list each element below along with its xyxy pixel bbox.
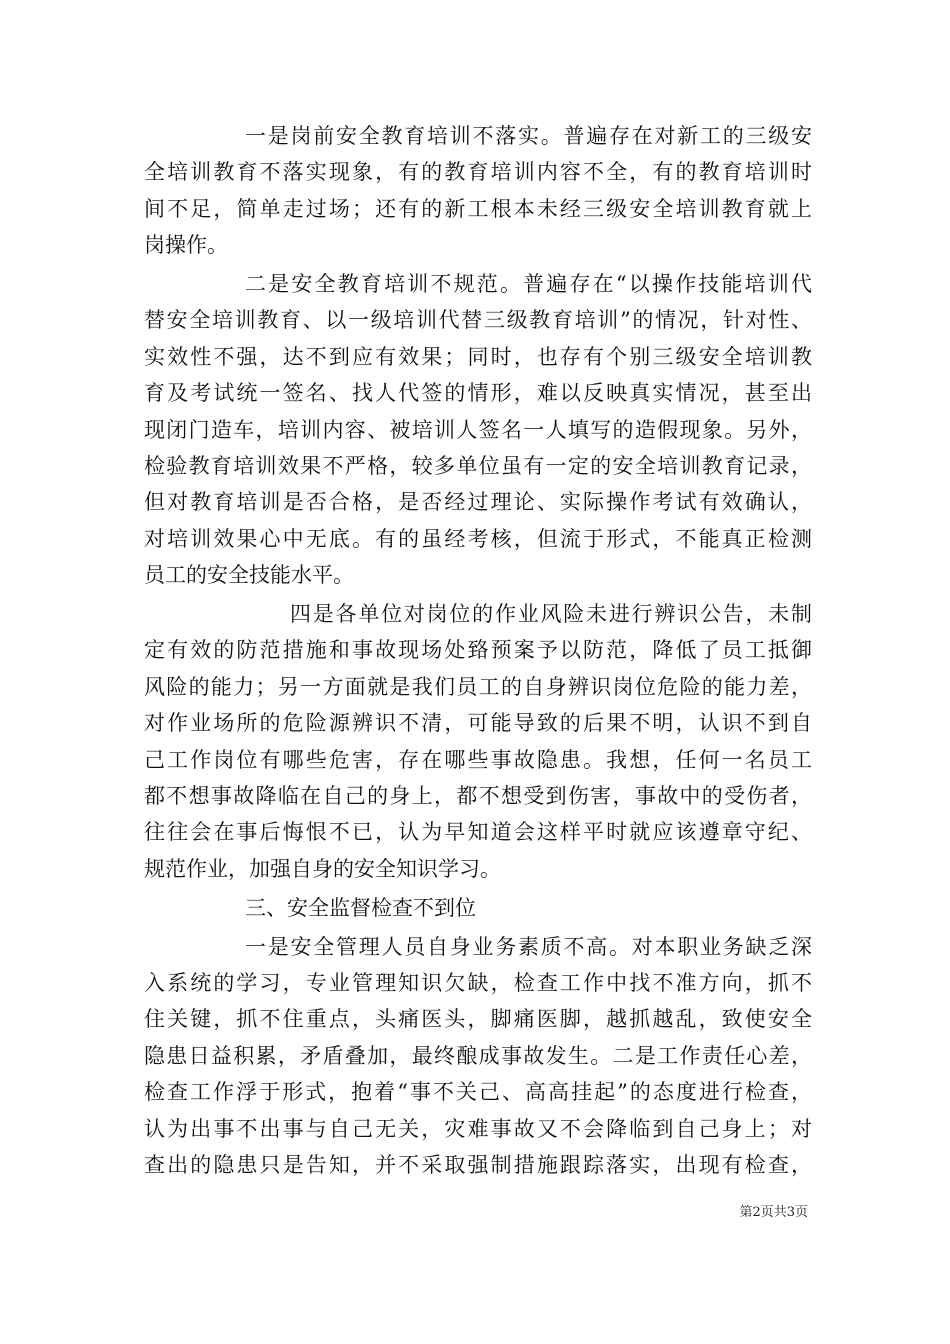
text-line: 但对教育培训是否合格，是否经过理论、实际操作考试有效确认， xyxy=(144,490,812,515)
text-line: 都不想事故降临在自己的身上，都不想受到伤害，事故中的受伤者， xyxy=(144,784,812,809)
text-line: 住关键，抓不住重点，头痛医头，脚痛医脚，越抓越乱，致使安全 xyxy=(144,1007,812,1032)
text-line: 实效性不强，达不到应有效果；同时，也存有个别三级安全培训教 xyxy=(144,344,812,369)
text-line: 现闭门造车，培训内容、被培训人签名一人填写的造假现象。另外， xyxy=(144,417,812,442)
text-line: 替安全培训教育、以一级培训代替三级教育培训”的情况，针对性、 xyxy=(144,308,812,333)
text-line: 定有效的防范措施和事故现场处臵预案予以防范，降低了员工抵御 xyxy=(144,638,812,663)
text-line: 一是安全管理人员自身业务素质不高。对本职业务缺乏深 xyxy=(245,934,812,959)
text-line: 岗操作。 xyxy=(144,233,228,258)
text-line: 入系统的学习，专业管理知识欠缺，检查工作中找不准方向，抓不 xyxy=(144,970,812,995)
text-line: 间不足，简单走过场；还有的新工根本未经三级安全培训教育就上 xyxy=(144,196,812,221)
text-line: 检验教育培训效果不严格，较多单位虽有一定的安全培训教育记录， xyxy=(144,454,812,479)
text-line: 育及考试统一签名、找人代签的情形，难以反映真实情况，甚至出 xyxy=(144,381,812,406)
text-line: 往往会在事后悔恨不已，认为早知道会这样平时就应该遵章守纪、 xyxy=(144,820,812,845)
page-number: 第2页共3页 xyxy=(739,1205,808,1220)
text-line: 对作业场所的危险源辨识不清，可能导致的后果不明，认识不到自 xyxy=(144,711,812,736)
paragraph xyxy=(144,266,812,594)
paragraph xyxy=(144,118,812,264)
text-line: 四是各单位对岗位的作业风险未进行辨识公告，未制 xyxy=(290,602,812,627)
text-line: 规范作业，加强自身的安全知识学习。 xyxy=(144,856,501,881)
text-line: 二是安全教育培训不规范。普遍存在“以操作技能培训代 xyxy=(245,272,812,297)
text-line: 隐患日益积累，矛盾叠加，最终酿成事故发生。二是工作责任心差， xyxy=(144,1043,812,1068)
document-body xyxy=(144,118,812,1183)
text-line: 认为出事不出事与自己无关，灾难事故又不会降临到自己身上；对 xyxy=(144,1116,812,1141)
text-line: 己工作岗位有哪些危害，存在哪些事故隐患。我想，任何一名员工 xyxy=(144,747,812,772)
text-line: 员工的安全技能水平。 xyxy=(144,563,354,588)
text-line: 检查工作浮于形式，抱着“事不关己、高高挂起”的态度进行检查， xyxy=(144,1080,812,1105)
text-line: 查出的隐患只是告知，并不采取强制措施跟踪落实，出现有检查， xyxy=(144,1152,812,1177)
paragraph xyxy=(144,890,812,926)
text-line: 对培训效果心中无底。有的虽经考核，但流于形式，不能真正检测 xyxy=(144,526,812,551)
paragraph xyxy=(144,929,812,1184)
text-line: 一是岗前安全教育培训不落实。普遍存在对新工的三级安 xyxy=(245,124,812,148)
text-line: 三、安全监督检查不到位 xyxy=(245,895,476,920)
text-line: 全培训教育不落实现象，有的教育培训内容不全，有的教育培训时 xyxy=(144,160,812,185)
text-line: 风险的能力；另一方面就是我们员工的自身辨识岗位危险的能力差， xyxy=(144,674,812,699)
paragraph xyxy=(144,596,812,887)
